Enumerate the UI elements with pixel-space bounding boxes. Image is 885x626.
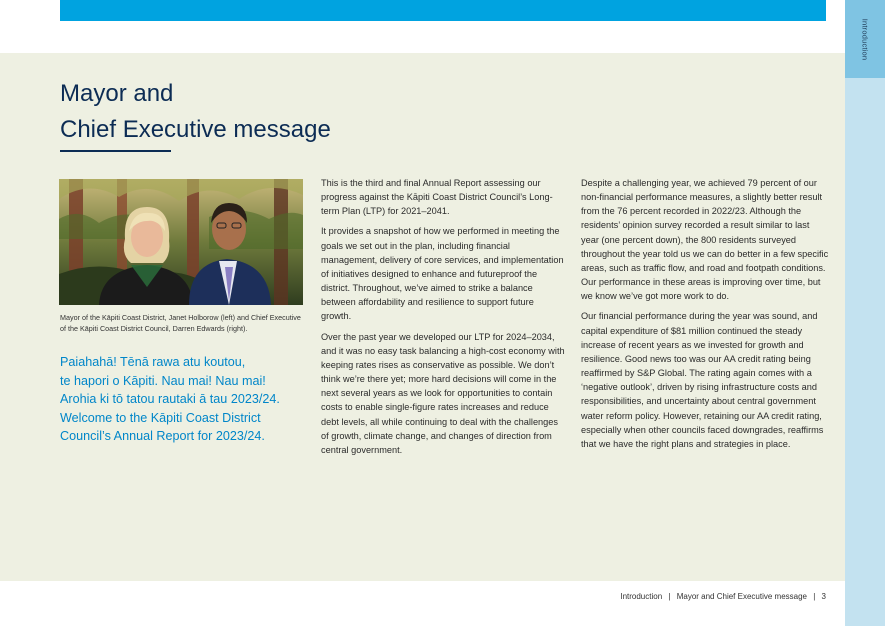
page-title-line-2: Chief Executive message — [60, 116, 331, 143]
body-paragraph: Despite a challenging year, we achieved 79 percent of our non-financial performance measures, a slightly better result from the 76 percent recorded in 2022/23. Although the residents’ opinion survey recorded a result similar to last year (one percent down), the 800 residents surveyed throughout the year told us we can do better in a few specific areas, such as traffic flow, and road and footpath conditions. Our performance in these areas is improving over time, but we know we’ve got more work to do. — [581, 178, 829, 302]
photo-caption: Mayor of the Kāpiti Coast District, Janet Holborow (left) and Chief Executive of the Kāpiti Coast District Council, Darren Edwards (right). — [60, 313, 301, 333]
body-column-right — [581, 176, 829, 457]
side-tab-label-wrap[interactable] — [845, 0, 885, 78]
top-accent-bar — [60, 0, 826, 21]
greeting-line: Welcome to the Kāpiti Coast District — [60, 410, 261, 425]
greeting-line: te hapori o Kāpiti. Nau mai! Nau mai! — [60, 373, 266, 388]
photo-illustration — [59, 179, 303, 305]
greeting-line: Arohia ki tō tatou rautaki ā tau 2023/24. — [60, 392, 280, 407]
body-paragraph: It provides a snapshot of how we performed in meeting the goals we set out in the plan, including financial management, delivery of core services, and implementation of initiatives designed to enhance and futureproof the district. Throughout, we’ve aimed to strike a balance between affordability and resilience to support future growth. — [321, 226, 564, 322]
page-number: 3 — [821, 592, 826, 601]
footer-separator: | — [668, 592, 671, 601]
mayor-and-chief-executive-photo — [59, 179, 303, 305]
footer-separator: | — [813, 592, 816, 601]
footer-page-title: Mayor and Chief Executive message — [676, 592, 807, 601]
welcome-greeting — [60, 353, 310, 446]
body-column-middle — [321, 176, 566, 463]
greeting-line: Council’s Annual Report for 2023/24. — [60, 429, 265, 444]
footer-section: Introduction — [620, 592, 663, 601]
side-tab-label[interactable]: Introduction — [860, 18, 870, 60]
side-navigation-strip — [845, 0, 885, 626]
body-paragraph: This is the third and final Annual Report assessing our progress against the Kāpiti Coast District Council’s Long-term Plan (LTP) for 2021–2041. — [321, 178, 553, 217]
body-paragraph: Our financial performance during the year was sound, and capital expenditure of $81 million continued the steady increase of recent years as we invested for growth and resilience. Good news too was our AA credit rating being reaffirmed by S&P Global. The rating again comes with a ‘negative outlook’, driven by rising infrastructure costs and responsibilities, and uncertainty about central government water reform policy. However, retaining our AA credit rating, especially when other councils faced downgrades, reaffirms that we have the right plans and strategies in place. — [581, 311, 824, 449]
title-underline — [60, 150, 171, 152]
page-footer — [500, 592, 826, 601]
page-title-line-1: Mayor and — [60, 80, 174, 107]
greeting-line: Paiahahā! Tēnā rawa atu koutou, — [60, 355, 246, 369]
body-paragraph: Over the past year we developed our LTP for 2024–2034, and it was no easy task balancing a high-cost economy with keeping rates rises as conservative as possible. We don’t think we’re there yet; more hard decisions will come in the next several years as we look for opportunities to contain costs to enable single-figure rates increases and reduce debt levels, all while continuing to deal with the challenges of growth, climate change, and changes of direction from central government. — [321, 331, 565, 455]
page-title — [60, 76, 331, 148]
